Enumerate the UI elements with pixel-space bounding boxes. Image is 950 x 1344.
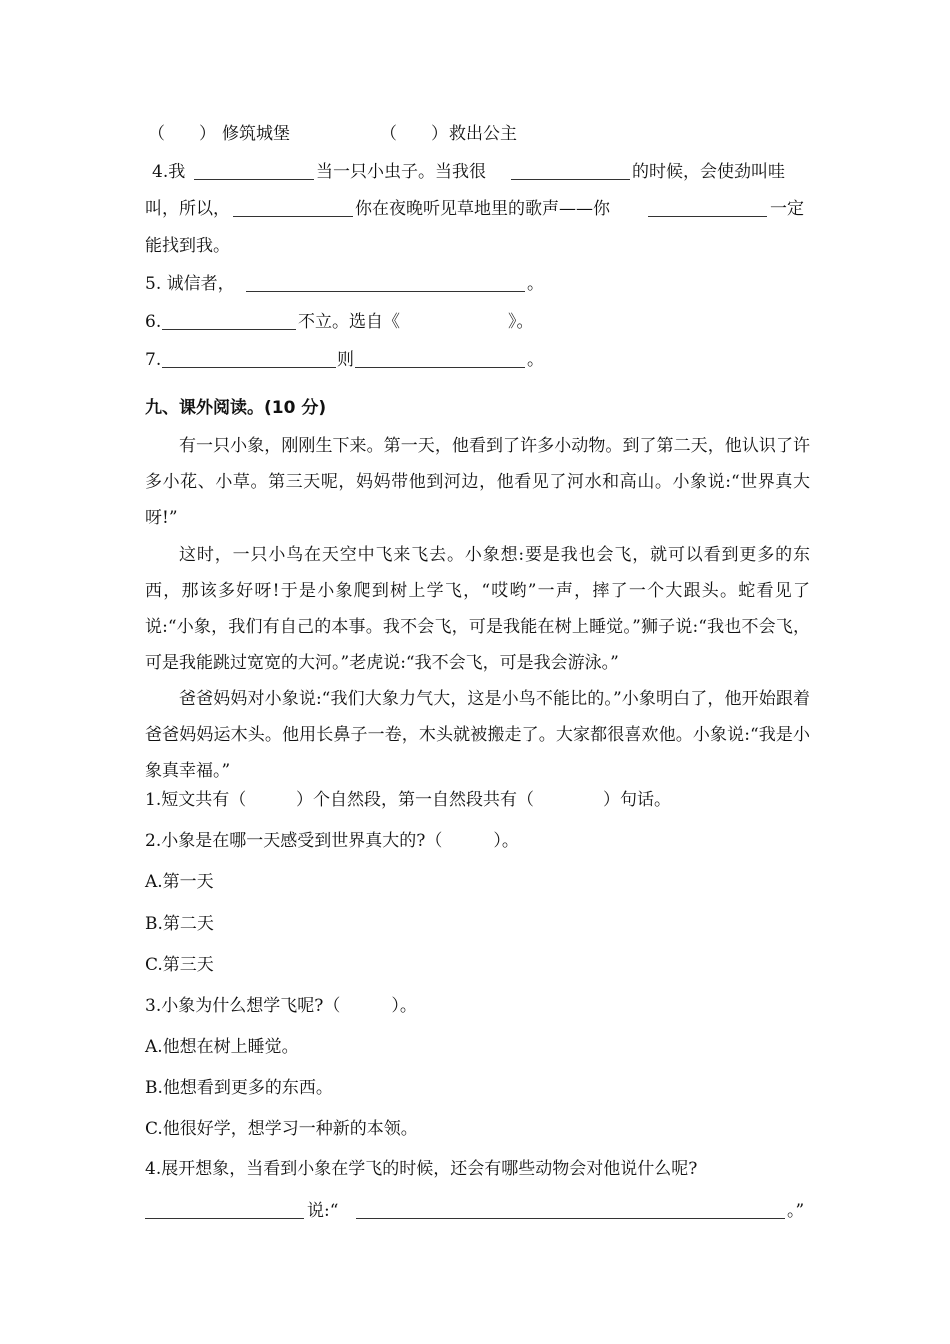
reading-q2-option-b[interactable]: B.第二天	[145, 914, 214, 934]
answer-blank[interactable]	[511, 179, 630, 180]
option-paren[interactable]: （ ）	[380, 124, 448, 144]
reading-q3-stem: 3.小象为什么想学飞呢?（ ）。	[145, 996, 417, 1016]
answer-blank[interactable]	[355, 367, 525, 368]
answer-blank[interactable]	[246, 291, 525, 292]
answer-blank[interactable]	[233, 216, 353, 217]
reading-q3-option-c[interactable]: C.他很好学，想学习一种新的本领。	[145, 1119, 418, 1139]
reading-q3-option-b[interactable]: B.他想看到更多的东西。	[145, 1078, 333, 1098]
answer-blank[interactable]	[162, 329, 296, 330]
reading-q2-option-a[interactable]: A.第一天	[145, 872, 214, 892]
answer-blank[interactable]	[145, 1218, 304, 1219]
reading-q4-stem: 4.展开想象，当看到小象在学飞的时候，还会有哪些动物会对他说什么呢?	[145, 1159, 698, 1179]
answer-blank[interactable]	[162, 367, 336, 368]
option-text: 救出公主	[449, 124, 517, 144]
reading-q3-option-a[interactable]: A.他想在树上睡觉。	[145, 1037, 299, 1057]
section-heading: 九、课外阅读。(10 分)	[145, 398, 327, 418]
option-text: 修筑城堡	[222, 124, 290, 144]
passage-paragraph-1: 有一只小象，刚刚生下来。第一天，他看到了许多小动物。到了第二天，他认识了许多小花、小草。第三天呢，妈妈带他到河边，他看见了河水和高山。小象说:“世界真大呀!”	[145, 436, 810, 528]
option-paren[interactable]: （ ）	[148, 124, 216, 144]
reading-q2-option-c[interactable]: C.第三天	[145, 955, 214, 975]
passage-paragraph-2: 这时，一只小鸟在天空中飞来飞去。小象想:要是我也会飞，就可以看到更多的东西，那该多好呀!于是小象爬到树上学飞，“哎哟”一声，摔了一个大跟头。蛇看见了说:“小象，我们有自己的本事。我不会飞，可是我能在树上睡觉。”狮子说:“我也不会飞，可是我能跳过宽宽的大河。”老虎说:“我不会飞，可是我会游泳。”	[145, 545, 810, 673]
passage-paragraph-3: 爸爸妈妈对小象说:“我们大象力气大，这是小鸟不能比的。”小象明白了，他开始跟着爸爸妈妈运木头。他用长鼻子一卷，木头就被搬走了。大家都很喜欢他。小象说:“我是小象真幸福。”	[145, 689, 810, 781]
reading-q2-stem: 2.小象是在哪一天感受到世界真大的?（ ）。	[145, 831, 519, 851]
answer-blank[interactable]	[194, 179, 314, 180]
answer-blank[interactable]	[356, 1218, 785, 1219]
answer-blank[interactable]	[648, 216, 767, 217]
